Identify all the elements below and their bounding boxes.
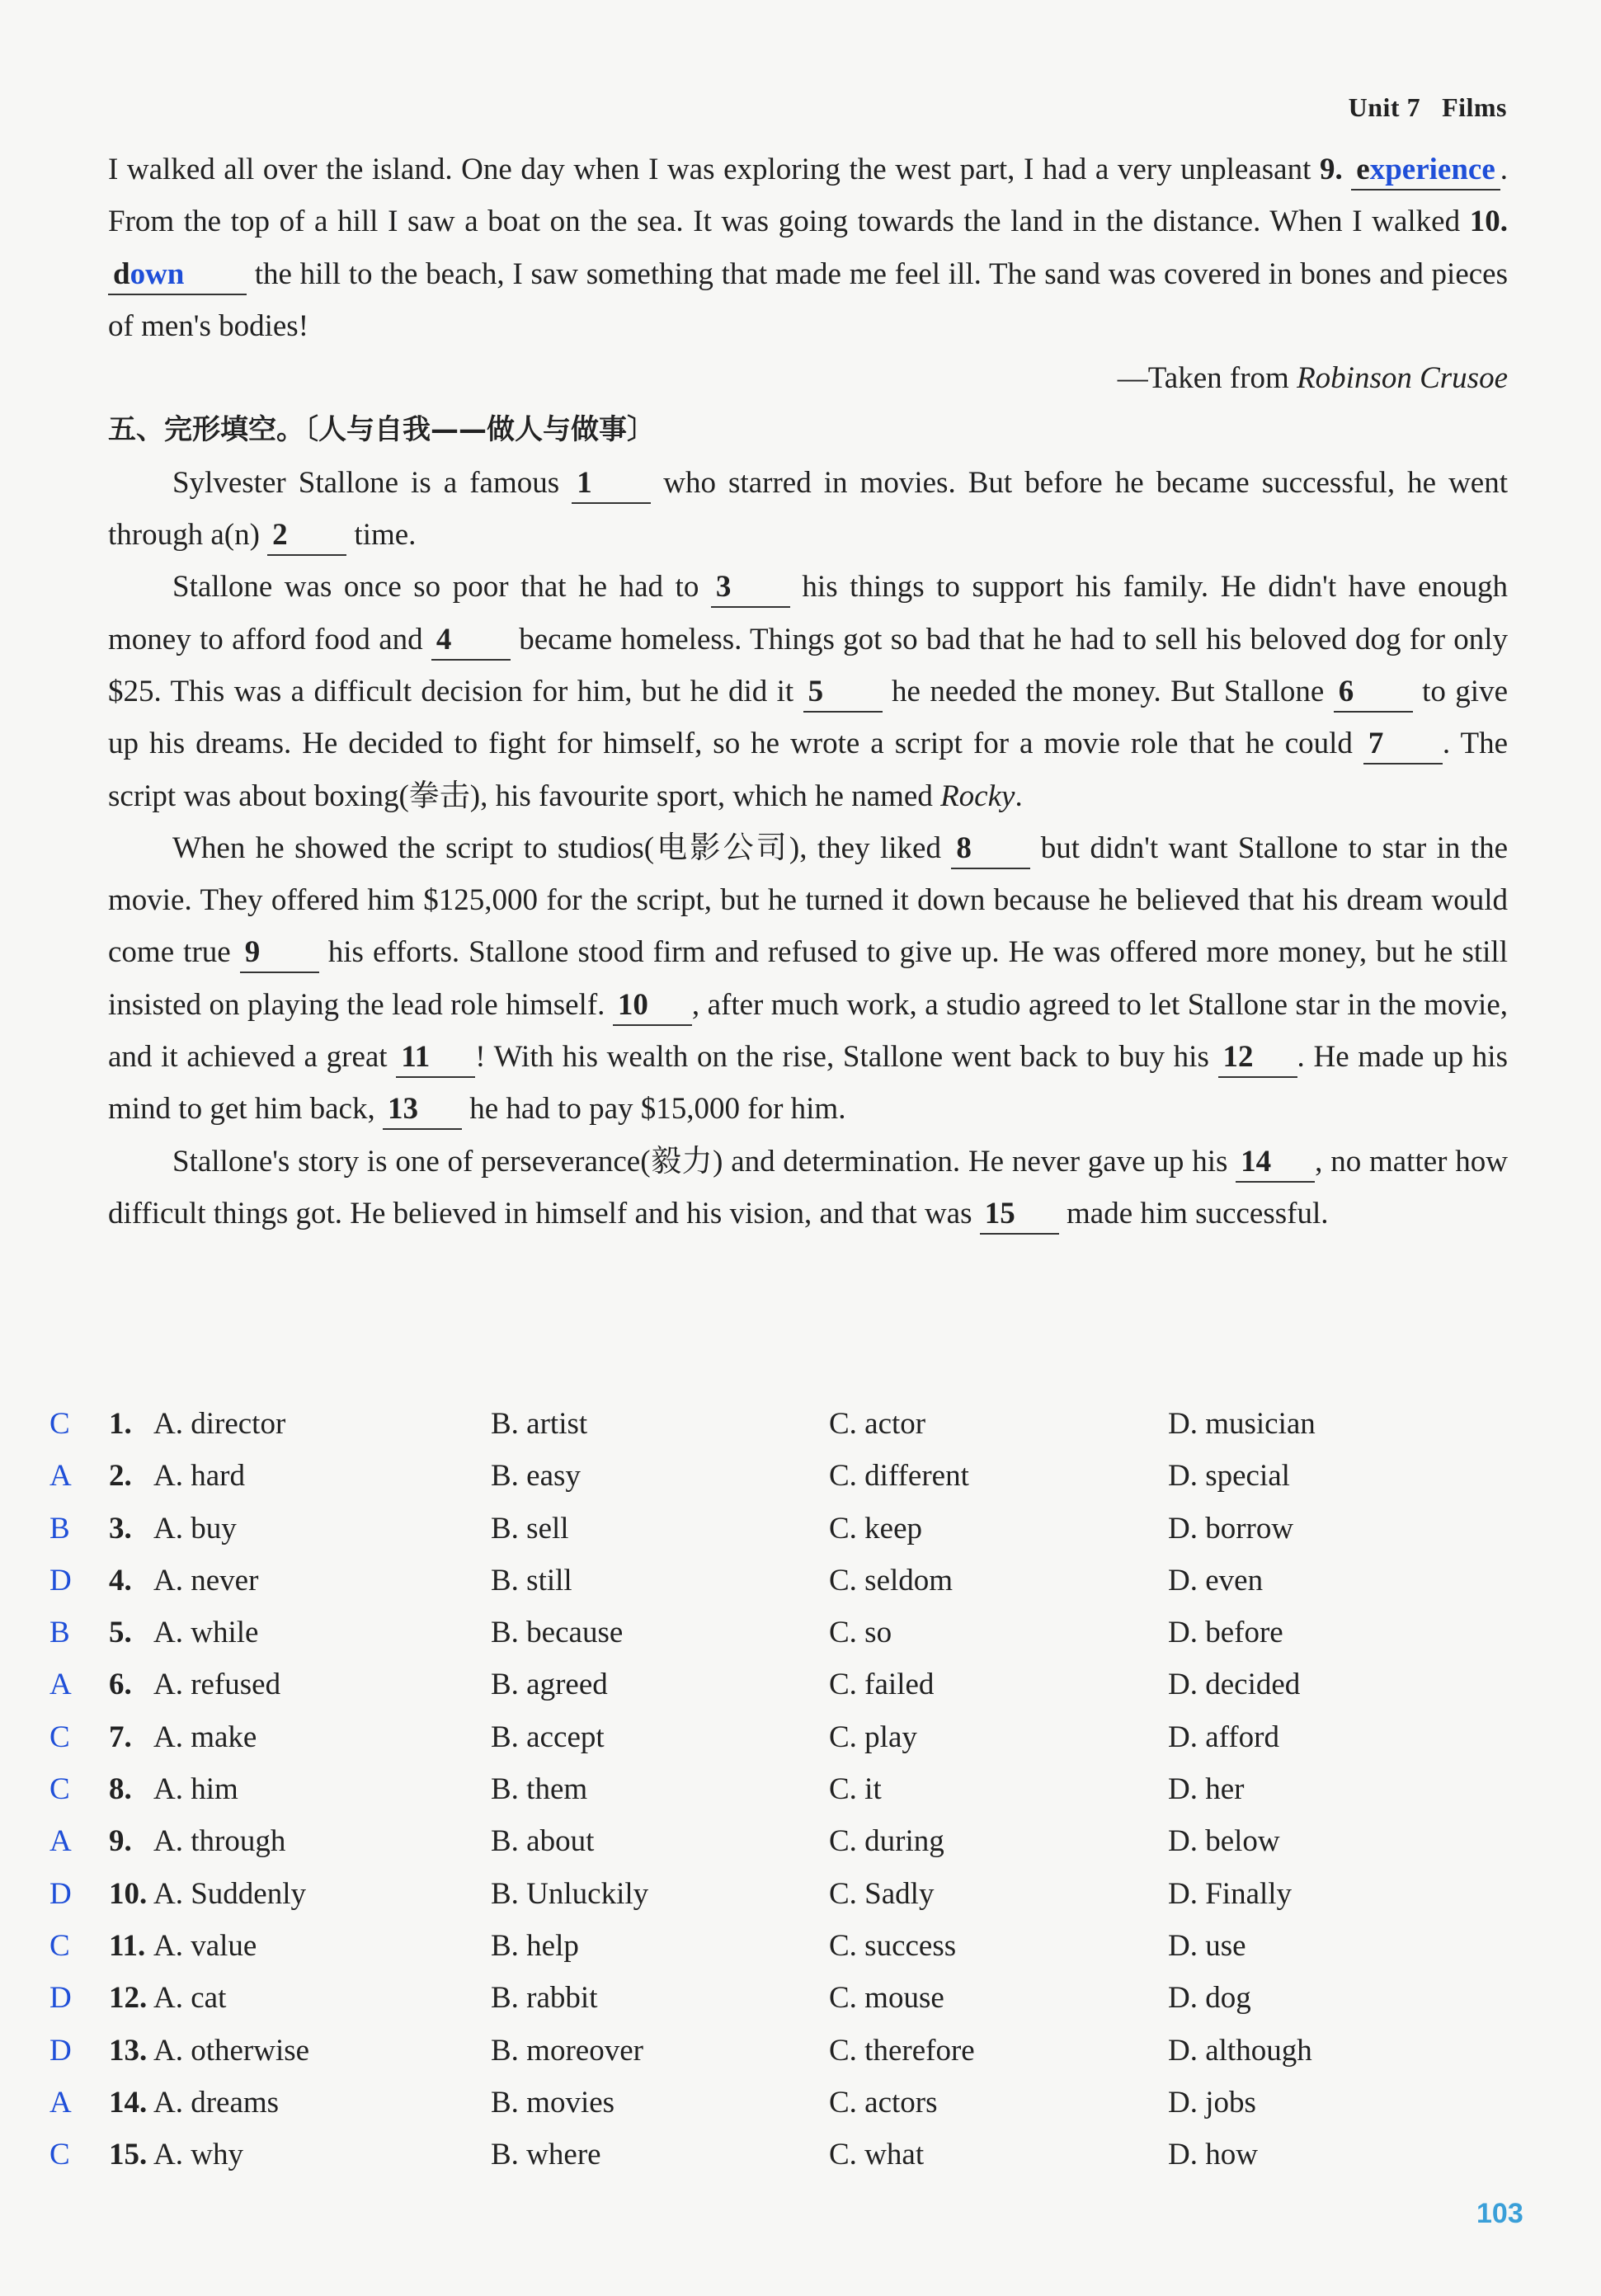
question-number: 8. [109,1772,132,1807]
option-d[interactable]: D. afford [1168,1720,1279,1754]
handwritten-answer: D [49,1981,72,2016]
option-d[interactable]: D. dog [1168,1981,1251,2016]
cloze-blank[interactable]: 13 [383,1090,462,1130]
option-d[interactable]: D. special [1168,1459,1290,1494]
handwritten-answer: B [49,1511,70,1546]
option-c[interactable]: C. during [829,1824,944,1859]
question-row [41,1922,1526,1974]
question-number: 7. [109,1720,132,1754]
option-b[interactable]: B. help [491,1928,579,1963]
passage-paragraph: I walked all over the island. One day when I was exploring the west part, I had a very unpleasant 9. experience . From the top of a hill I saw a boat on the sea. It was going towards the land in the distance. When I walked 10. down the hill to the beach, I saw something that made me feel ill. The sand was covered in bones and pieces of men's bodies! [108,153,1509,343]
cloze-blank[interactable]: 10 [613,986,692,1026]
fill-blank-9[interactable]: experience [1351,151,1500,191]
option-d[interactable]: D. although [1168,2033,1312,2068]
option-b[interactable]: B. artist [491,1407,588,1441]
option-d[interactable]: D. decided [1168,1668,1301,1702]
option-c[interactable]: C. play [829,1720,917,1754]
option-d[interactable]: D. below [1168,1824,1280,1859]
reading-passage-end [108,144,1508,1240]
option-c[interactable]: C. actors [829,2085,938,2120]
option-a[interactable]: A. hard [153,1459,245,1494]
cloze-paragraph-3: When he showed the script to studios(电影公司), they liked 8 but didn't want Stallone to star in the movie. They offered him $125,000 for the script, but he turned it down because he believed that his dream would come true 9 his efforts. Stallone stood firm and refused to give up. He was offered more money, but he still insisted on playing the lead role himself. 10 , after much work, a studio agreed to let Stallone star in the movie, and it achieved a great 11 ! With his wealth on the rise, Stallone went back to buy his 12 . He made up his mind to get him back, 13 he had to pay $15,000 for him. [108,822,1508,1136]
handwritten-answer: D [49,1876,72,1911]
cloze-blank[interactable]: 7 [1363,725,1443,765]
question-number-10: 10. [1469,205,1508,239]
question-row [41,1400,1526,1451]
question-row [41,2026,1526,2078]
option-d[interactable]: D. even [1168,1563,1264,1597]
option-b[interactable]: B. accept [491,1720,605,1754]
question-number: 1. [109,1407,132,1441]
book-title: Robinson Crusoe [1297,361,1508,396]
running-header [1349,92,1507,123]
cloze-paragraph-4: Stallone's story is one of perseverance(毅力) and determination. He never gave up his 14 , no matter how difficult things got. He believed in himself and his vision, and that was 15 made him successful. [108,1136,1508,1240]
option-c[interactable]: C. therefore [829,2033,975,2068]
option-c[interactable]: C. what [829,2138,925,2172]
option-b[interactable]: B. easy [491,1459,581,1494]
option-a[interactable]: A. value [153,1928,257,1963]
page-number: 103 [1476,2198,1523,2229]
cloze-blank[interactable]: 3 [711,568,790,608]
option-c[interactable]: C. actor [829,1407,926,1441]
handwritten-answer: C [49,1772,70,1807]
option-a[interactable]: A. why [153,2138,243,2172]
option-d[interactable]: D. how [1168,2138,1258,2172]
option-a[interactable]: A. director [153,1407,286,1441]
option-d[interactable]: D. before [1168,1616,1283,1650]
question-row [41,1608,1526,1660]
option-a[interactable]: A. dreams [153,2085,280,2120]
handwritten-answer: A [49,1668,72,1702]
handwritten-answer: A [49,1824,72,1859]
option-c[interactable]: C. mouse [829,1981,944,2016]
handwritten-answer: D [49,1563,72,1597]
unit-label: Unit 7 [1348,92,1421,122]
cloze-blank[interactable]: 1 [572,464,651,504]
cloze-blank[interactable]: 11 [396,1038,475,1078]
question-number: 12. [109,1981,148,2016]
cloze-blank[interactable]: 5 [803,673,883,713]
option-d[interactable]: D. borrow [1168,1511,1294,1546]
question-row [41,1974,1526,2025]
option-c[interactable]: C. keep [829,1511,923,1546]
option-a[interactable]: A. buy [153,1511,237,1546]
question-row [41,1817,1526,1869]
handwritten-answer: C [49,1407,70,1441]
option-d[interactable]: D. Finally [1168,1876,1293,1911]
option-a[interactable]: A. while [153,1616,259,1650]
multiple-choice-options [41,1400,1526,2182]
script-title: Rocky [940,779,1015,813]
question-number: 4. [109,1563,132,1597]
option-c[interactable]: C. it [829,1772,882,1807]
cloze-blank[interactable]: 6 [1334,673,1413,713]
option-a[interactable]: A. never [153,1563,259,1597]
cloze-blank[interactable]: 14 [1236,1143,1315,1183]
handwritten-answer: D [49,2033,72,2068]
option-c[interactable]: C. failed [829,1668,935,1702]
option-b[interactable]: B. sell [491,1511,569,1546]
answer-9: xperience [1369,153,1495,186]
cloze-blank[interactable]: 12 [1218,1038,1297,1078]
question-number-9: 9. [1319,153,1343,186]
question-number: 9. [109,1824,132,1859]
question-number: 3. [109,1511,132,1546]
question-number: 5. [109,1616,132,1650]
question-number: 15. [109,2138,148,2172]
question-row [41,1660,1526,1712]
cloze-blank[interactable]: 8 [951,830,1030,869]
handwritten-answer: A [49,2085,72,2120]
question-row [41,2130,1526,2182]
option-b[interactable]: B. them [491,1772,588,1807]
section-title: 五、完形填空。〔人与自我——做人与做事〕 [108,413,655,447]
answer-10: own [129,256,185,291]
handwritten-answer: B [49,1616,70,1650]
option-c[interactable]: C. so [829,1616,892,1650]
option-c[interactable]: C. success [829,1928,957,1963]
option-d[interactable]: D. musician [1168,1407,1316,1441]
option-a[interactable]: A. Suddenly [153,1876,306,1911]
question-row [41,1504,1526,1556]
option-a[interactable]: A. make [153,1720,257,1754]
question-number: 14. [109,2085,148,2120]
cloze-blank[interactable]: 2 [267,516,346,556]
option-d[interactable]: D. her [1168,1772,1245,1807]
question-row [41,1556,1526,1608]
cloze-paragraph-1: Sylvester Stallone is a famous 1 who starred in movies. But before he became successful, he went through a(n) 2 time. [108,457,1508,562]
option-d[interactable]: D. jobs [1168,2085,1256,2120]
option-b[interactable]: B. still [491,1563,572,1597]
handwritten-answer: A [49,1459,72,1494]
cloze-blank[interactable]: 4 [431,621,511,661]
question-number: 6. [109,1668,132,1702]
option-b[interactable]: B. about [491,1824,595,1859]
handwritten-answer: C [49,2138,70,2172]
question-row [41,1713,1526,1765]
question-row [41,1451,1526,1503]
question-row [41,2078,1526,2130]
option-c[interactable]: C. Sadly [829,1876,935,1911]
handwritten-answer: C [49,1928,70,1963]
question-number: 10. [109,1876,148,1911]
cloze-paragraph-2: Stallone was once so poor that he had to 3 his things to support his family. He didn't have enough money to afford food and 4 became homeless. Things got so bad that he had to sell his beloved dog for only $25. This was a difficult decision for him, but he did it 5 he needed the money. But Stallone 6 to give up his dreams. He decided to fight for himself, so he wrote a script for a movie role that he could 7 . The script was about boxing(拳击), his favourite sport, which he named Rocky. [108,570,1508,813]
option-b[interactable]: B. Unluckily [491,1876,649,1911]
option-a[interactable]: A. cat [153,1981,227,2016]
option-b[interactable]: B. agreed [491,1668,608,1702]
option-a[interactable]: A. him [153,1772,238,1807]
fill-blank-10[interactable]: down [108,256,247,295]
topic-label: Films [1442,92,1507,122]
question-row [41,1870,1526,1922]
question-row [41,1765,1526,1817]
question-number: 13. [109,2033,148,2068]
option-b[interactable]: B. rabbit [491,1981,598,2016]
source-citation: —Taken from Robinson Crusoe [1117,361,1508,396]
cloze-blank[interactable]: 15 [980,1195,1059,1235]
cloze-blank[interactable]: 9 [240,934,319,973]
option-a[interactable]: A. refused [153,1668,281,1702]
option-c[interactable]: C. different [829,1459,969,1494]
option-a[interactable]: A. through [153,1824,286,1859]
option-b[interactable]: B. where [491,2138,601,2172]
question-number: 2. [109,1459,132,1494]
option-b[interactable]: B. moreover [491,2033,643,2068]
option-b[interactable]: B. because [491,1616,624,1650]
option-c[interactable]: C. seldom [829,1563,954,1597]
option-b[interactable]: B. movies [491,2085,615,2120]
option-a[interactable]: A. otherwise [153,2033,310,2068]
option-d[interactable]: D. use [1168,1928,1246,1963]
handwritten-answer: C [49,1720,70,1754]
question-number: 11. [109,1928,146,1963]
